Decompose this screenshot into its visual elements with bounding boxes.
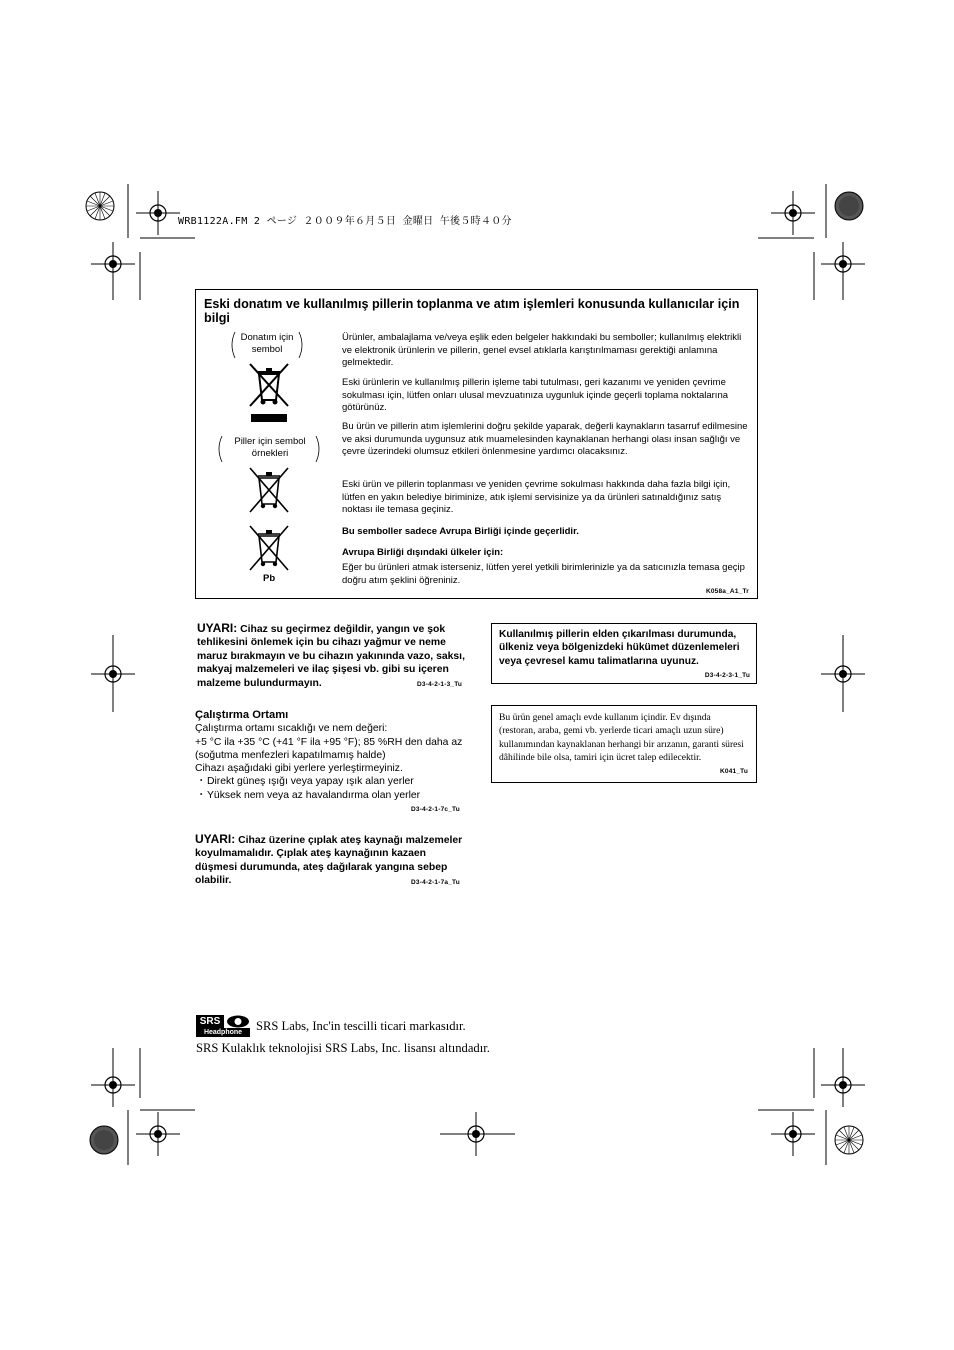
file-info-header: WRB1122A.FM 2 ページ ２００９年６月５日 金曜日 午後５時４０分 [178, 216, 512, 227]
crossed-bin-icon [246, 362, 292, 424]
srs-line-2: SRS Kulaklık teknolojisi SRS Labs, Inc. lisansı altındadır. [196, 1041, 490, 1055]
srs-logo [196, 1015, 251, 1037]
registration-dark-icon [835, 192, 863, 220]
registration-crosshair-icon [136, 191, 180, 235]
registration-starburst-icon [86, 192, 114, 220]
weee-paragraph-1: Ürünler, ambalajlama ve/veya eşlik eden belgeler hakkındaki bu semboller; kullanılmış elektrikli ve elektronik ürünlerin ve pillerin, genel evsel atıklarla karıştırılmaması gerektiği anlamına gelmektedir. [342, 332, 742, 369]
crossed-bin-pb-icon [246, 524, 292, 574]
weee-paragraph-4: Eski ürün ve pillerin toplanması ve yeniden çevrime sokulması hakkında daha fazla bilgi için, lütfen en yakın belediye biriminize, atık işlemi servisinize ya da ürünleri satınaldığınız satış noktası ile temasa geçiniz. [342, 479, 731, 516]
operating-code: D3-4-2-1-7c_Tu [411, 806, 460, 813]
battery-disposal-code: D3-4-2-3-1_Tu [704, 672, 750, 679]
warning-label: UYARI: [195, 832, 236, 846]
registration-crosshair-icon [771, 191, 815, 235]
operating-environment [195, 709, 467, 802]
warning-fire-code: D3-4-2-1-7a_Tu [411, 879, 460, 886]
battery-disposal-text: Kullanılmış pillerin elden çıkarılması durumunda, ülkeniz veya bölgenizdeki hükümet düzenlemeleri veya çevresel kamu talimatlarına uyunuz. [499, 629, 740, 667]
warranty-text: Bu ürün genel amaçlı evde kullanım içindir. Ev dışında (restoran, araba, gemi vb. yerlerde ticari amaçlı uzun süre) kullanımından kaynaklanan herhangi bir arızanın, garanti süresi dâhilinde bile olsa, tamiri için ücret talep edilecektir. [499, 712, 744, 763]
battery-symbol-label: Piller için sembol örnekleri [234, 436, 306, 459]
weee-non-eu-title: Avrupa Birliği dışındaki ülkeler için: [342, 547, 504, 558]
operating-bullet-2: ・ Yüksek nem veya az havalandırma olan yerler [196, 789, 421, 801]
operating-line-2: +5 °C ila +35 °C (+41 °F ila +95 °F); 85 %RH den daha az (soğutma menfezleri kapatılmamış halde) [195, 736, 463, 761]
warning-water-text: Cihaz su geçirmez değildir, yangın ve şok tehlikesini önlemek için bu cihazı yağmur ve neme maruz bırakmayın ve bu cihazın yakınında vazo, saksı, makyaj malzemeleri ve ilaç şişesi vb. gibi su içeren malzeme bulundurmayın. [197, 624, 465, 689]
crossed-bin-battery-icon [246, 466, 292, 516]
weee-paragraph-3: Bu ürün ve pillerin atım işlemlerini doğru şekilde yaparak, değerli kaynakların tasarruf edilmesine ve aksi durumunda uygunsuz atık muamelesinden kaynaklanan herhangi olası insan sağlığı ve çevre üzerindeki olumsuz etkileri önlenmesine yardımcı olacaksınız. [342, 421, 748, 458]
weee-paragraph-2: Eski ürünlerin ve kullanılmış pillerin işleme tabi tutulması, geri kazanımı ve yeniden çevrime sokulması için, lütfen onları ulusal mevzuatınıza uygunluk içinde geçerli toplama noktalarına götürünüz. [342, 377, 729, 414]
registration-crosshair-icon [771, 1112, 815, 1156]
registration-dark-icon [90, 1126, 118, 1154]
warning-water-code: D3-4-2-1-3_Tu [417, 681, 463, 688]
registration-crosshair-icon [136, 1112, 180, 1156]
srs-logo-text: SRS [196, 1015, 224, 1028]
warranty-box [491, 705, 757, 783]
operating-line-3: Cihazı aşağıdaki gibi yerlere yerleştirmeyiniz. [195, 763, 403, 775]
weee-title: Eski donatım ve kullanılmış pillerin toplanma ve atım işlemleri konusunda kullanıcılar için bilgi [204, 297, 740, 325]
pb-label: Pb [263, 573, 276, 584]
warning-fire-text: Cihaz üzerine çıplak ateş kaynağı malzemeler koyulmamalıdır. Çıplak ateş kaynağının kazaen düşmesi durumunda, ateş dağılarak yangına sebep olabilir. [195, 835, 463, 887]
warranty-code: K041_Tu [719, 768, 748, 775]
srs-circle-icon [226, 1015, 250, 1028]
weee-code: K058a_A1_Tr [705, 588, 749, 595]
operating-line-1: Çalıştırma ortamı sıcaklığı ve nem değeri: [195, 723, 388, 735]
warning-water [197, 622, 465, 690]
operating-title: Çalıştırma Ortamı [195, 709, 289, 721]
battery-disposal-box [491, 623, 757, 684]
operating-bullet-1: ・ Direkt güneş ışığı veya yapay ışık alan yerler [196, 776, 414, 788]
registration-crosshair-icon [91, 242, 135, 286]
srs-logo-sub: Headphone [196, 1028, 250, 1037]
registration-crosshair-icon [821, 242, 865, 286]
srs-line-1: SRS Labs, Inc'in tescilli ticari markasıdır. [256, 1019, 466, 1033]
registration-starburst-icon [835, 1126, 863, 1154]
equipment-symbol-label: Donatım için sembol [240, 332, 294, 355]
bracket-icon [216, 434, 322, 464]
bracket-icon [229, 330, 305, 360]
weee-non-eu-text: Eğer bu ürünleri atmak isterseniz, lütfen yerel yetkili birimlerinizle ya da satıcınızla temasa geçip doğru atım şeklini öğreniniz. [342, 562, 745, 586]
weee-eu-only: Bu semboller sadece Avrupa Birliği içinde geçerlidir. [342, 526, 579, 537]
weee-info-box [195, 289, 758, 599]
warning-label: UYARI: [197, 621, 238, 635]
